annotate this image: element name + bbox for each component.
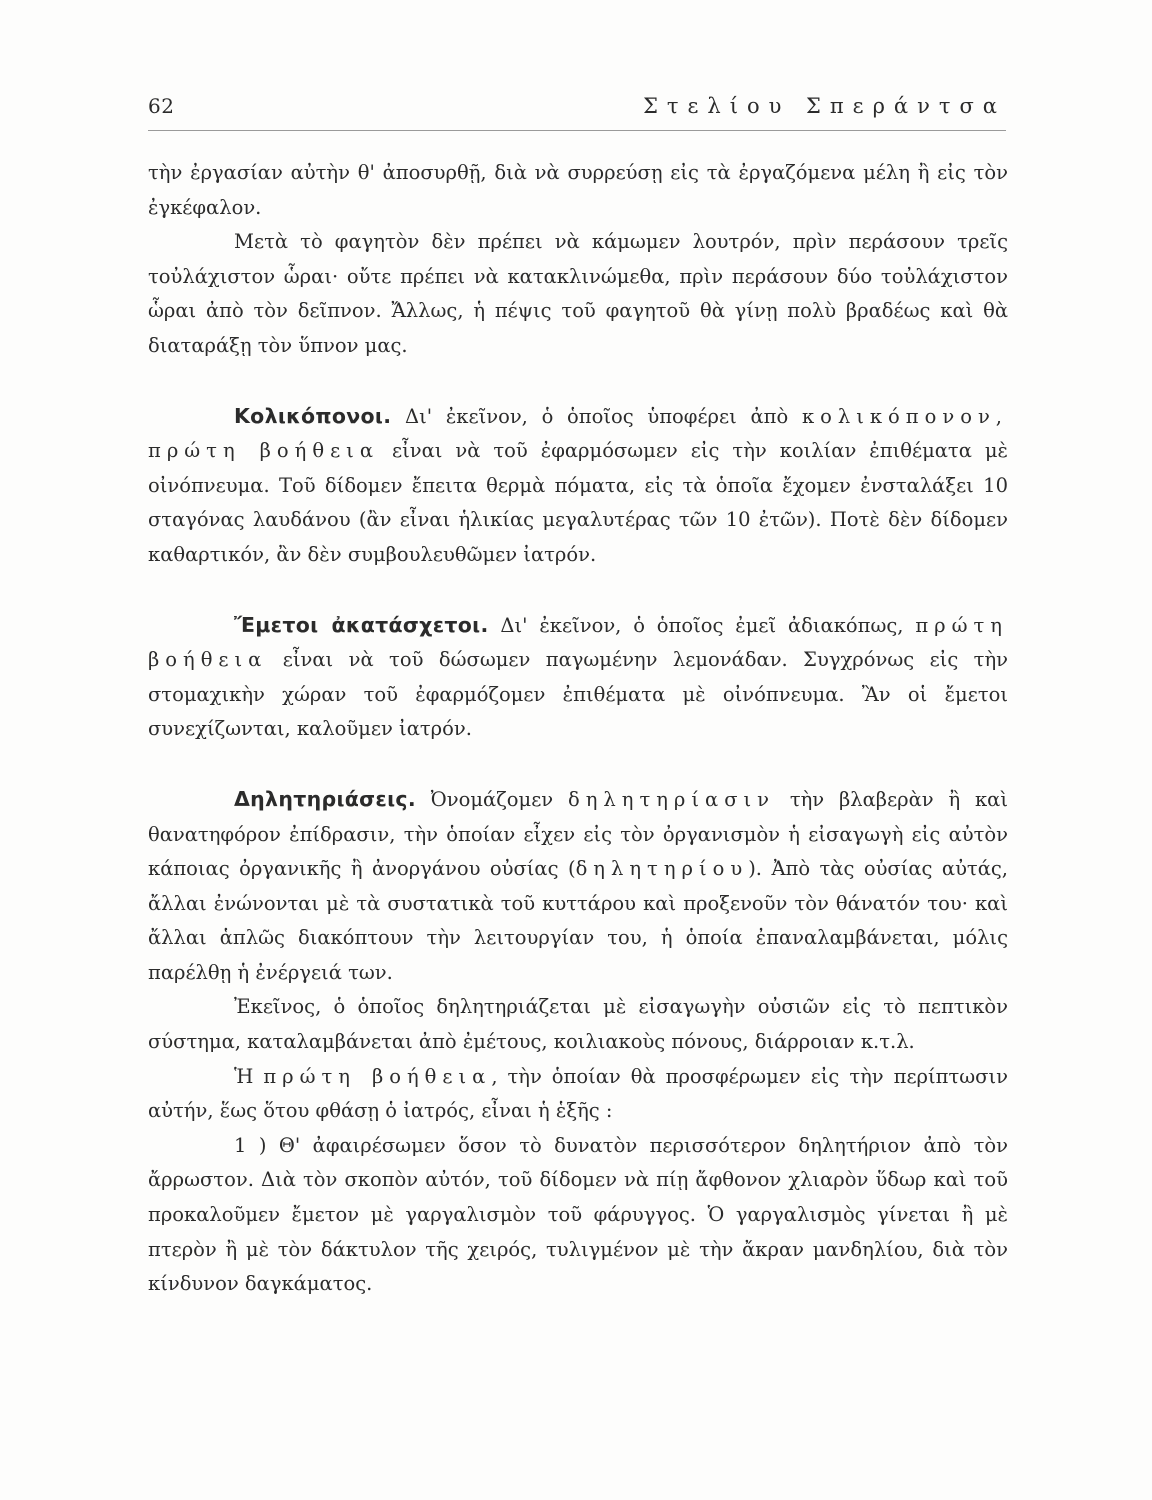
- paragraph-step-1: 1 ) Θ' ἀφαιρέσωμεν ὅσον τὸ δυνατὸν περισσότερον δηλητήριον ἀπὸ τὸν ἄρρωστον. Διὰ τὸν σκοπὸν αὐτόν, τοῦ δίδομεν νὰ πίῃ ἄφθονον χλιαρὸν ὕδωρ καὶ τοῦ προκαλοῦμεν ἔμετον μὲ γαργαλισμὸν τοῦ φάρυγγος. Ὁ γαργαλισμὸς γίνεται ἢ μὲ πτερὸν ἢ μὲ τὸν δάκτυλον τῆς χειρός, τυλιγμένον μὲ τὴν ἄκραν μανδηλίου, διὰ τὸν κίνδυνον δαγκάματος.: [148, 1133, 1008, 1296]
- running-head: Στελίου Σπεράντσα: [643, 94, 1006, 118]
- text: τὴν βλαβερὰν ἢ καὶ θανατηφόρον ἐπίδρασιν, τὴν ὁποίαν εἶχεν εἰς τὸν ὀργανισμὸν ἡ εἰσαγωγὴ εἰς αὐτὸν κάποιας ὀργανικῆς ἢ ἀνοργάνου οὐσίας (: [148, 787, 1008, 881]
- section-vomiting: [148, 608, 1008, 747]
- spaced-text: κολικόπονον, πρώτη βοήθεια: [148, 404, 1008, 463]
- section-poisoning: [148, 782, 1008, 991]
- text: εἶναι νὰ τοῦ ἐφαρμόσωμεν εἰς τὴν κοιλίαν ἐπιθέματα μὲ οἰνόπνευμα. Τοῦ δίδομεν ἔπειτα θερμὰ πόματα, εἰς τὰ ὁποῖα ἔχομεν ἐνσταλάξει 10 σταγόνας λαυδάνου (ἂν εἶναι ἡλικίας μεγαλυτέρας τῶν 10 ἐτῶν). Ποτὲ δὲν δίδομεν καθαρτικόν, ἂν δὲν συμβουλευθῶμεν ἰατρόν.: [148, 439, 1008, 566]
- text: , τὴν ὁποίαν θὰ προσφέρωμεν εἰς τὴν περίπτωσιν αὐτήν, ἕως ὅτου φθάσῃ ὁ ἰατρός, εἶναι ἡ ἑξῆς :: [148, 1064, 1008, 1123]
- text: Ὀνομάζομεν: [415, 787, 568, 811]
- text: Δι' ἐκεῖνον, ὁ ὁποῖος ὑποφέρει ἀπὸ: [391, 404, 802, 428]
- spaced-text: δηλητηρίασιν: [567, 787, 776, 811]
- text: Ἡ: [234, 1064, 264, 1088]
- spaced-text: πρώτη βοήθεια: [263, 1064, 492, 1088]
- text: Δι' ἐκεῖνον, ὁ ὁποῖος ἐμεῖ ἀδιακόπως,: [488, 613, 916, 637]
- spaced-text: πρώτη βοήθεια: [148, 613, 1008, 672]
- header-rule: [148, 130, 1006, 131]
- paragraph-continued: τὴν ἐργασίαν αὐτὴν θ' ἀποσυρθῇ, διὰ νὰ συρρεύσῃ εἰς τὰ ἐργαζόμενα μέλη ἢ εἰς τὸν ἐγκέφαλον.: [148, 161, 1008, 219]
- paragraph-first-aid: [148, 1060, 1008, 1129]
- heading-vomiting: Ἔμετοι ἀκατάσχετοι.: [234, 612, 489, 637]
- page-header: [148, 94, 1006, 128]
- paragraph-symptoms: Ἐκεῖνος, ὁ ὁποῖος δηλητηριάζεται μὲ εἰσαγωγὴν οὐσιῶν εἰς τὸ πεπτικὸν σύστημα, καταλαμβάνεται ἀπὸ ἐμέτους, κοιλιακοὺς πόνους, διάρροιαν κ.τ.λ.: [148, 995, 1008, 1054]
- page-body: [148, 156, 1008, 1302]
- heading-poisoning: Δηλητηριάσεις.: [234, 786, 416, 811]
- heading-colic: Κολικόπονοι.: [234, 403, 392, 428]
- spaced-text: δηλητηρίου: [575, 857, 749, 881]
- section-colic: [148, 399, 1008, 573]
- text: εἶναι νὰ τοῦ δώσωμεν παγωμένην λεμονάδαν. Συγχρόνως εἰς τὴν στομαχικὴν χώραν τοῦ ἐφαρμόζομεν ἐπιθέματα μὲ οἰνόπνευμα. Ἂν οἱ ἔμετοι συνεχίζωνται, καλοῦμεν ἰατρόν.: [148, 648, 1008, 741]
- paragraph-after-meal: Μετὰ τὸ φαγητὸν δὲν πρέπει νὰ κάμωμεν λουτρόν, πρὶν περάσουν τρεῖς τοὐλάχιστον ὧραι· οὔτε πρέπει νὰ κατακλινώμεθα, πρὶν περάσουν δύο τοὐλάχιστον ὧραι ἀπὸ τὸν δεῖπνον. Ἄλλως, ἡ πέψις τοῦ φαγητοῦ θὰ γίνῃ πολὺ βραδέως καὶ θὰ διαταράξῃ τὸν ὕπνον μας.: [148, 230, 1008, 357]
- text: ). Ἀπὸ τὰς οὐσίας αὐτάς, ἄλλαι ἐνώνονται μὲ τὰ συστατικὰ τοῦ κυττάρου καὶ προξενοῦν τὸν θάνατόν του· καὶ ἄλλαι ἁπλῶς διακόπτουν τὴν λειτουργίαν του, ἡ ὁποία ἐπαναλαμβάνεται, μόλις παρέλθῃ ἡ ἐνέργειά των.: [148, 857, 1008, 984]
- page-number: 62: [148, 94, 175, 118]
